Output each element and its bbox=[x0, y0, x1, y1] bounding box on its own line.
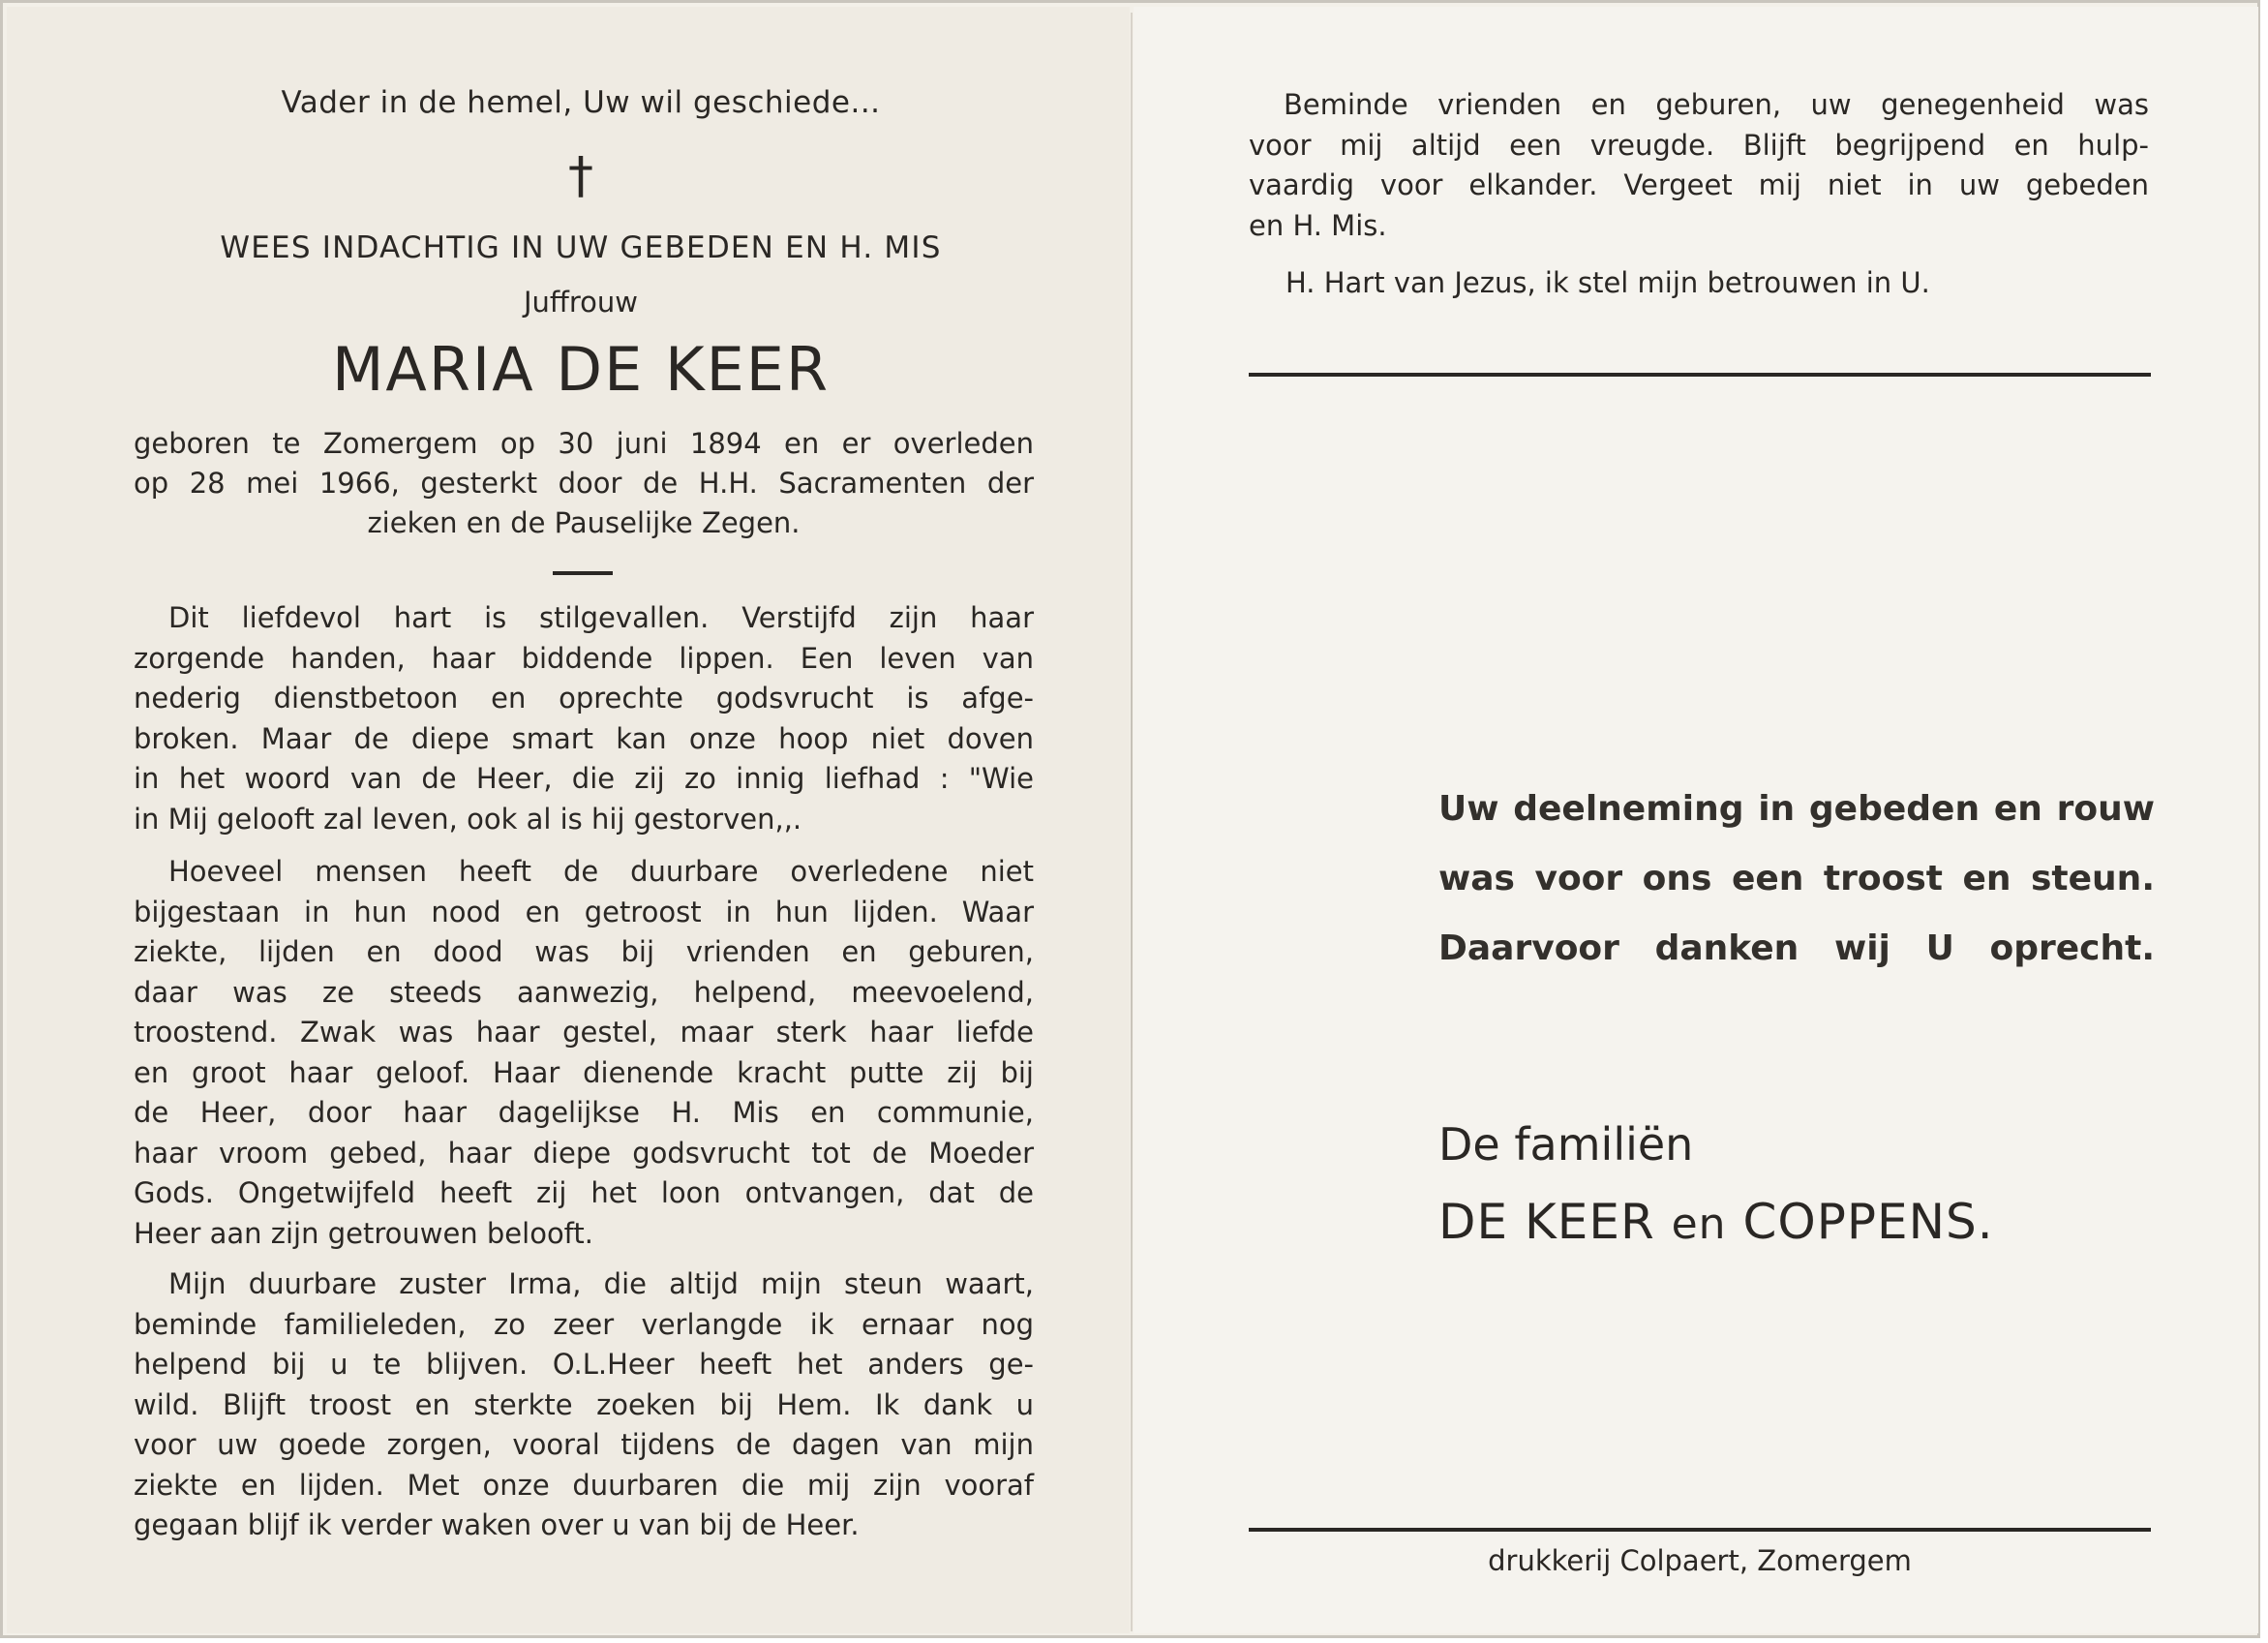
text-line: ziekte, lijden en dood was bij vrienden en geburen, bbox=[134, 935, 1034, 968]
family-intro: De familiën bbox=[1438, 1118, 1694, 1171]
bio-line: op 28 mei 1966, gesterkt door de H.H. Sacramenten der bbox=[134, 467, 1034, 500]
text-line: voor mij altijd een vreugde. Blijft begrijpend en hulp- bbox=[1249, 128, 2149, 162]
fold-line bbox=[1131, 13, 1133, 1631]
text-line: en H. Mis. bbox=[1249, 208, 1387, 242]
text-line: daar was ze steeds aanwezig, helpend, meevoelend, bbox=[134, 975, 1034, 1009]
text-line: en groot haar geloof. Haar dienende kracht putte zij bij bbox=[134, 1055, 1034, 1089]
bio-line: geboren te Zomergem op 30 juni 1894 en er overleden bbox=[134, 427, 1034, 460]
text-line: Heer aan zijn getrouwen belooft. bbox=[134, 1216, 593, 1250]
deceased-name: MARIA DE KEER bbox=[331, 334, 831, 405]
thanks-line: was voor ons een troost en steun. bbox=[1438, 859, 2155, 898]
paragraph-1 bbox=[134, 598, 1034, 839]
text-line: Hoeveel mensen heeft de duurbare overledene niet bbox=[168, 855, 1034, 888]
title-juffrouw: Juffrouw bbox=[523, 286, 639, 319]
text-line: de Heer, door haar dagelijkse H. Mis en communie, bbox=[134, 1096, 1034, 1129]
text-line: in Mij gelooft zal leven, ook al is hij gestorven,,. bbox=[134, 802, 802, 836]
text-line: Mijn duurbare zuster Irma, die altijd mijn steun waart, bbox=[168, 1267, 1034, 1300]
divider-rule-top bbox=[1249, 373, 2151, 377]
family-names bbox=[1438, 1194, 1994, 1250]
cross-icon: † bbox=[568, 147, 593, 205]
text-line: voor uw goede zorgen, vooral tijdens de dagen van mijn bbox=[134, 1428, 1034, 1461]
text-line: helpend bij u te blijven. O.L.Heer heeft het anders ge- bbox=[134, 1348, 1034, 1381]
paragraph-2 bbox=[134, 852, 1034, 1254]
motto: Vader in de hemel, Uw wil geschiede... bbox=[281, 85, 881, 120]
family-name-b: COPPENS. bbox=[1742, 1194, 1994, 1250]
text-line: in het woord van de Heer, die zij zo innig liefhad : "Wie bbox=[134, 762, 1034, 795]
family-and: en bbox=[1671, 1200, 1727, 1249]
thanks-line: Uw deelneming in gebeden en rouw bbox=[1438, 789, 2155, 829]
text-line: haar vroom gebed, haar diepe godsvrucht tot de Moeder bbox=[134, 1136, 1034, 1170]
thanks-line: Daarvoor danken wij U oprecht. bbox=[1438, 928, 2155, 968]
text-line: zorgende handen, haar biddende lippen. Een leven van bbox=[134, 641, 1034, 675]
text-line: nederig dienstbetoon en oprechte godsvrucht is afge- bbox=[134, 682, 1034, 715]
text-line: vaardig voor elkander. Vergeet mij niet in uw gebeden bbox=[1249, 168, 2149, 201]
text-line: beminde familieleden, zo zeer verlangde ik ernaar nog bbox=[134, 1307, 1034, 1341]
text-line: wild. Blijft troost en sterkte zoeken bij Hem. Ik dank u bbox=[134, 1387, 1034, 1421]
thanks-block bbox=[1438, 775, 2155, 984]
text-line: bijgestaan in hun nood en getroost in hun lijden. Waar bbox=[134, 895, 1034, 928]
family-name-a: DE KEER bbox=[1438, 1194, 1655, 1250]
text-line: Dit liefdevol hart is stilgevallen. Verstijfd zijn haar bbox=[168, 601, 1034, 634]
divider-rule-bottom bbox=[1249, 1528, 2151, 1532]
bio-line: zieken en de Pauselijke Zegen. bbox=[367, 506, 801, 539]
farewell-paragraph bbox=[1249, 85, 2149, 246]
text-line: Gods. Ongetwijfeld heeft zij het loon ontvangen, dat de bbox=[134, 1176, 1034, 1209]
text-line: ziekte en lijden. Met onze duurbaren die mij zijn vooraf bbox=[134, 1468, 1034, 1502]
text-line: gegaan blijf ik verder waken over u van bij de Heer. bbox=[134, 1508, 860, 1541]
text-line: broken. Maar de diepe smart kan onze hoop niet doven bbox=[134, 721, 1034, 755]
text-line: Beminde vrienden en geburen, uw genegenheid was bbox=[1284, 88, 2149, 121]
prayer-line: H. Hart van Jezus, ik stel mijn betrouwen in U. bbox=[1285, 266, 1930, 299]
printer-credit: drukkerij Colpaert, Zomergem bbox=[1488, 1544, 1912, 1577]
biography bbox=[134, 424, 1034, 543]
divider bbox=[553, 571, 613, 575]
text-line: troostend. Zwak was haar gestel, maar sterk haar liefde bbox=[134, 1016, 1034, 1049]
remember-heading: WEES INDACHTIG IN UW GEBEDEN EN H. MIS bbox=[220, 230, 942, 265]
paragraph-3 bbox=[134, 1264, 1034, 1546]
